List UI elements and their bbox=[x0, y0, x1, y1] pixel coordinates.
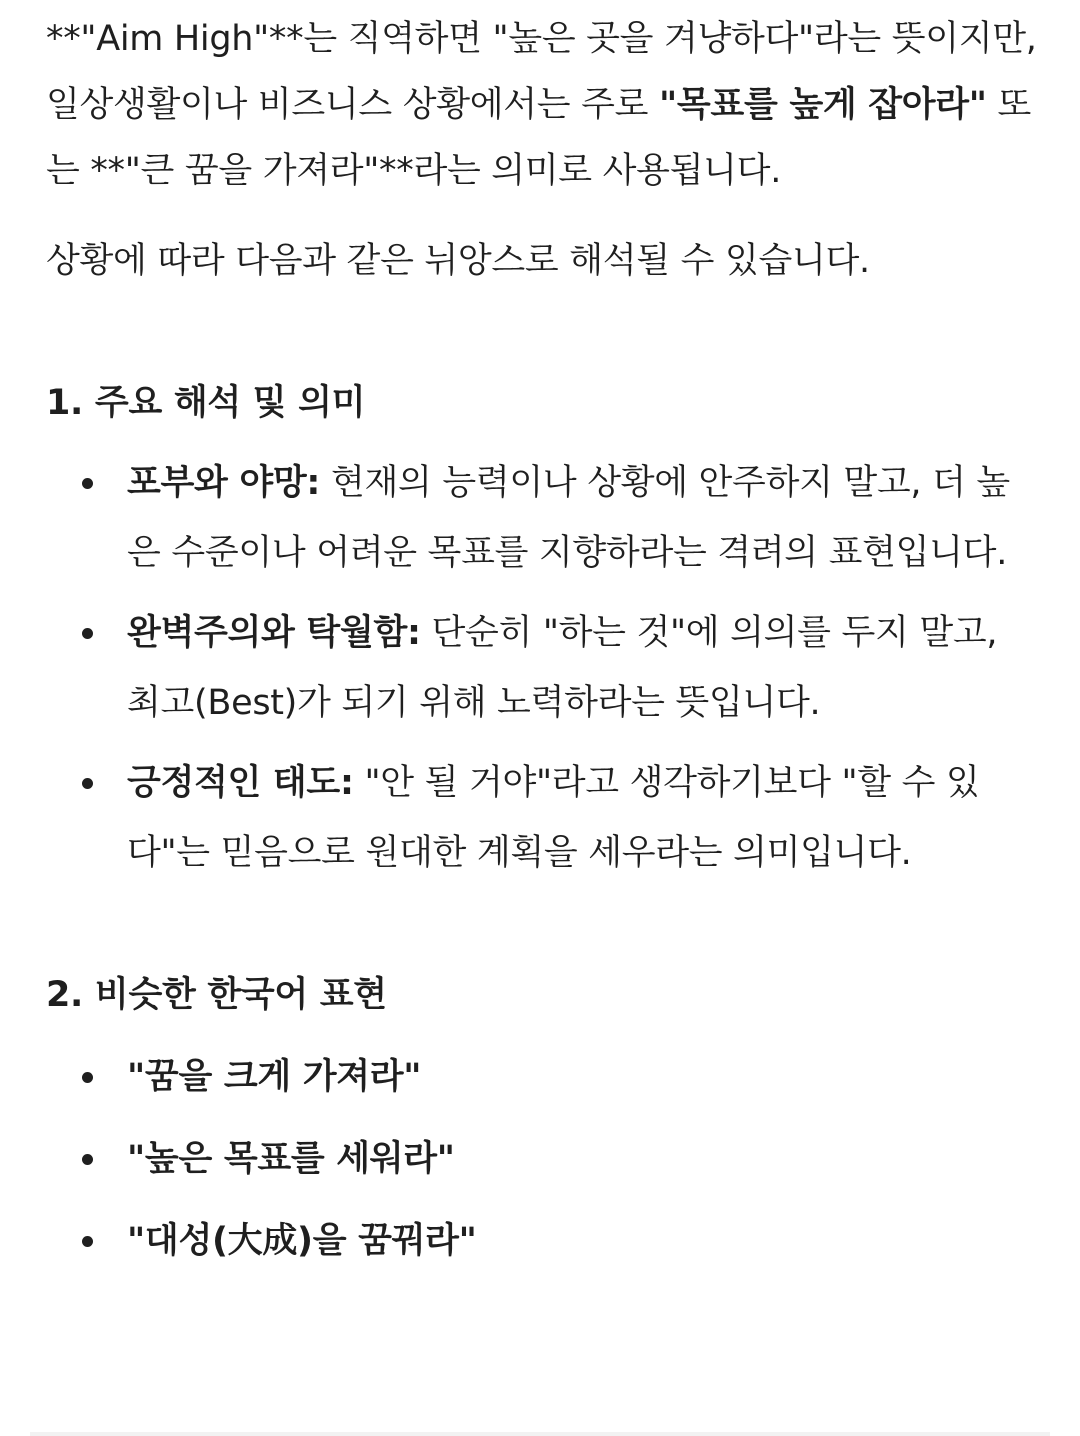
list-item bbox=[46, 748, 1040, 888]
list-item bbox=[46, 598, 1040, 738]
list-item-term: 포부와 야망: bbox=[127, 463, 321, 503]
section-heading-interpretations: 1. 주요 해석 및 의미 bbox=[46, 383, 366, 423]
intro-bold-phrase: "목표를 높게 잡아라" bbox=[658, 85, 987, 125]
list-item-description: 단순히 "하는 것"에 의의를 두지 말고, 최고(Best)가 되기 위해 노력하라는 뜻입니다. bbox=[127, 613, 998, 723]
similar-expression-list bbox=[46, 1044, 1040, 1274]
answer-content bbox=[46, 0, 1040, 1274]
list-item: "대성(大成)을 꿈꿔라" bbox=[46, 1208, 1040, 1274]
list-item bbox=[46, 448, 1040, 588]
section-heading-similar-expressions: 2. 비슷한 한국어 표현 bbox=[46, 975, 387, 1015]
list-item: "꿈을 크게 가져라" bbox=[46, 1044, 1040, 1110]
list-item-description: 현재의 능력이나 상황에 안주하지 말고, 더 높은 수준이나 어려운 목표를 지향하라는 격려의 표현입니다. bbox=[127, 463, 1010, 573]
nuance-paragraph: 상황에 따라 다음과 같은 뉘앙스로 해석될 수 있습니다. bbox=[46, 241, 870, 281]
intro-text: **"Aim High"**는 직역하면 "높은 곳을 겨냥하다"라는 뜻이지만, 일상생활이나 비즈니스 상황에서는 주로 bbox=[46, 19, 1037, 125]
list-item-term: 완벽주의와 탁월함: bbox=[127, 613, 421, 653]
bottom-divider bbox=[30, 1432, 1050, 1436]
list-item: "높은 목표를 세워라" bbox=[46, 1126, 1040, 1192]
list-item-description: "안 될 거야"라고 생각하기보다 "할 수 있다"는 믿음으로 원대한 계획을 세우라는 의미입니다. bbox=[127, 763, 980, 873]
intro-text-end: 또는 **"큰 꿈을 가져라"**라는 의미로 사용됩니다. bbox=[46, 85, 1032, 191]
interpretation-list bbox=[46, 448, 1040, 888]
list-item-term: 긍정적인 태도: bbox=[127, 763, 354, 803]
intro-paragraph bbox=[46, 0, 1040, 204]
